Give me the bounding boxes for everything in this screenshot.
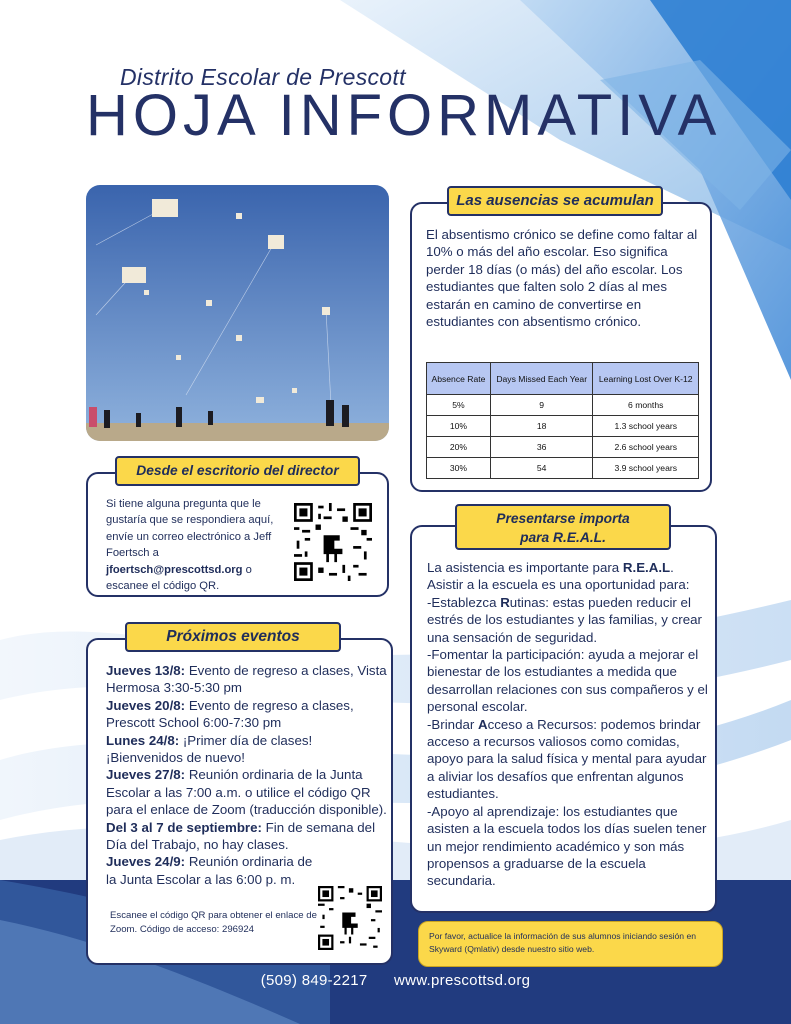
absences-description: El absentismo crónico se define como faltar al 10% o más del año escolar. Eso significa perder 18 días (o más) del año escolar. Los estudiantes que falten solo 2 días al mes estarán en camino de convertirse en estudiantes con absentismo crónico. <box>426 227 698 330</box>
table-cell: 3.9 school years <box>593 458 699 479</box>
event-date: Del 3 al 7 de septiembre: <box>106 819 262 835</box>
event-date: Jueves 27/8: <box>106 767 186 783</box>
director-email-link[interactable]: jfoertsch@prescottsd.org <box>106 563 243 576</box>
event-date: Lunes 24/8: <box>106 732 180 748</box>
table-cell: 6 months <box>593 395 699 416</box>
table-cell: 9 <box>490 395 593 416</box>
list-item: -Apoyo al aprendizaje: los estudiantes que asisten a la escuela todos los días suelen tener un mejor rendimiento académico y son más propensos a graduarse de la escuela secundaria. <box>427 803 707 889</box>
zoom-qr-code[interactable] <box>318 886 382 950</box>
table-cell: 18 <box>490 416 593 437</box>
table-cell: 2.6 school years <box>593 437 699 458</box>
attendance-intro-2: Asistir a la escuela es una oportunidad para: <box>427 577 690 593</box>
event-text: Evento de regreso a clases, Vista Hermosa 3:30-5:30 pm <box>106 663 387 696</box>
table-cell: 54 <box>490 458 593 479</box>
attendance-text <box>427 559 711 890</box>
event-text: ¡Primer día de clases! ¡Bienvenidos de nuevo! <box>106 732 313 766</box>
table-cell: 36 <box>490 437 593 458</box>
table-cell: 5% <box>427 395 491 416</box>
absence-table <box>426 362 699 479</box>
list-item <box>106 697 388 732</box>
director-text: Si tiene alguna pregunta que le gustaría que se respondiera aquí, envíe un correo electrónico a Jeff Foertsch a <box>106 498 274 560</box>
list-item: -Establezca Rutinas: estas pueden reducir el estrés de los estudiantes y las familias, y crear una sensación de seguridad. <box>427 594 702 645</box>
attendance-heading <box>455 504 671 550</box>
district-subtitle: Distrito Escolar de Prescott <box>120 64 406 90</box>
page-title: HOJA INFORMATIVA <box>86 83 722 148</box>
director-text-end: o escanee el código QR. <box>106 563 252 593</box>
attendance-intro: La asistencia es importante para R.E.A.L. <box>427 560 674 575</box>
events-heading: Próximos eventos <box>125 622 341 652</box>
table-row <box>427 395 699 416</box>
table-row <box>427 458 699 479</box>
table-row <box>427 437 699 458</box>
kites-photo <box>86 185 389 441</box>
event-text: Reunión ordinaria de la Junta Escolar a las 7:00 a.m. o utilice el código QR para el enlace de Zoom (traducción disponible). <box>106 767 387 818</box>
table-header: Absence Rate <box>427 363 491 395</box>
attendance-heading-line2: para R.E.A.L. <box>520 530 606 545</box>
absences-heading: Las ausencias se acumulan <box>447 186 663 216</box>
table-cell: 10% <box>427 416 491 437</box>
event-text: Reunión ordinaria de la Junta Escolar a las 6:00 p. m. <box>106 854 313 887</box>
event-date: Jueves 13/8: <box>106 663 186 678</box>
director-heading: Desde el escritorio del director <box>115 456 360 486</box>
list-item <box>106 819 388 854</box>
zoom-qr-note: Escanee el código QR para obtener el enlace de Zoom. Código de acceso: 296924 <box>110 910 317 935</box>
footer <box>0 972 791 996</box>
events-list <box>106 662 388 888</box>
event-date: Jueves 20/8: <box>106 697 186 713</box>
event-text: Evento de regreso a clases, Prescott School 6:00-7:30 pm <box>106 697 354 731</box>
event-date: Jueves 24/9: <box>106 854 186 870</box>
list-item <box>106 662 388 697</box>
list-item <box>106 766 388 818</box>
table-header: Days Missed Each Year <box>490 363 593 395</box>
table-header: Learning Lost Over K-12 <box>593 363 699 395</box>
list-item: -Fomentar la participación: ayuda a mejorar el bienestar de los estudiantes a medida que desarrollan relaciones con sus compañeros y el personal escolar. <box>427 647 708 715</box>
list-item <box>106 732 388 767</box>
table-cell: 30% <box>427 458 491 479</box>
absences-panel <box>410 202 712 492</box>
table-cell: 20% <box>427 437 491 458</box>
event-text: Fin de semana del Día del Trabajo, no hay clases. <box>106 819 376 853</box>
director-message <box>106 496 296 594</box>
attendance-panel <box>410 525 717 913</box>
list-item <box>106 853 321 888</box>
footer-website-link[interactable]: www.prescottsd.org <box>393 972 531 989</box>
list-item: -Brindar Acceso a Recursos: podemos brindar acceso a recursos valiosos como comidas, apoyo para la salud física y mental para ayudar a aliviar los desafíos que enfrentan algunos estudiantes. <box>427 716 707 802</box>
table-row <box>427 416 699 437</box>
table-cell: 1.3 school years <box>593 416 699 437</box>
skyward-note: Por favor, actualice la información de sus alumnos iniciando sesión en Skyward (Qmlativ) desde nuestro sitio web. <box>418 921 723 967</box>
director-qr-code[interactable] <box>294 503 372 581</box>
footer-phone[interactable]: (509) 849-2217 <box>260 972 368 989</box>
attendance-heading-line1: Presentarse importa <box>496 511 630 526</box>
